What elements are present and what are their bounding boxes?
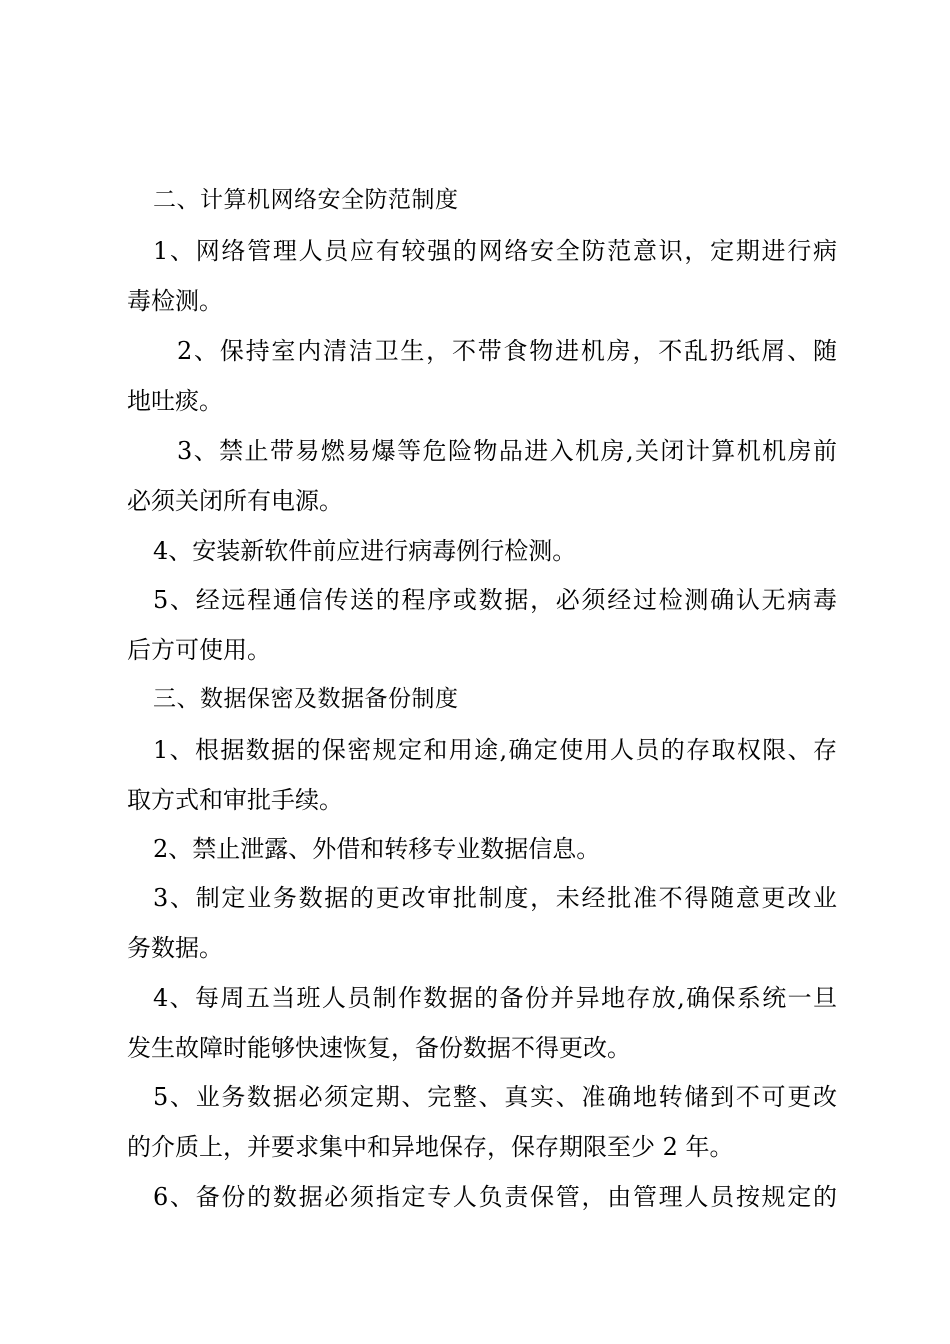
paragraph-line: 后方可使用。 bbox=[127, 636, 271, 664]
paragraph-line: 3、禁止带易燃易爆等危险物品进入机房,关闭计算机机房前 bbox=[177, 437, 837, 465]
paragraph-line: 3、制定业务数据的更改审批制度，未经批准不得随意更改业 bbox=[153, 884, 837, 912]
paragraph-line: 6、备份的数据必须指定专人负责保管，由管理人员按规定的 bbox=[153, 1183, 837, 1211]
paragraph-line: 2、禁止泄露、外借和转移专业数据信息。 bbox=[153, 835, 601, 863]
paragraph-line: 1、根据数据的保密规定和用途,确定使用人员的存取权限、存 bbox=[153, 736, 837, 764]
paragraph-line: 务数据。 bbox=[127, 934, 223, 962]
paragraph-line: 地吐痰。 bbox=[127, 387, 223, 415]
paragraph-line: 2、保持室内清洁卫生，不带食物进机房，不乱扔纸屑、随 bbox=[177, 337, 837, 365]
section-heading-network-security: 二、计算机网络安全防范制度 bbox=[153, 187, 459, 213]
paragraph-line: 取方式和审批手续。 bbox=[127, 786, 343, 814]
paragraph-line: 1、网络管理人员应有较强的网络安全防范意识，定期进行病 bbox=[153, 237, 837, 265]
paragraph-line: 4、安装新软件前应进行病毒例行检测。 bbox=[153, 537, 577, 565]
paragraph-line: 5、经远程通信传送的程序或数据，必须经过检测确认无病毒 bbox=[153, 586, 837, 614]
paragraph-line: 发生故障时能够快速恢复，备份数据不得更改。 bbox=[127, 1034, 631, 1062]
paragraph-line: 毒检测。 bbox=[127, 287, 223, 315]
section-heading-data-backup: 三、数据保密及数据备份制度 bbox=[153, 686, 459, 712]
paragraph-line: 必须关闭所有电源。 bbox=[127, 487, 343, 515]
paragraph-line: 4、每周五当班人员制作数据的备份并异地存放,确保系统一旦 bbox=[153, 984, 837, 1012]
paragraph-line: 5、业务数据必须定期、完整、真实、准确地转储到不可更改 bbox=[153, 1083, 837, 1111]
paragraph-line: 的介质上，并要求集中和异地保存，保存期限至少 2 年。 bbox=[127, 1133, 734, 1161]
